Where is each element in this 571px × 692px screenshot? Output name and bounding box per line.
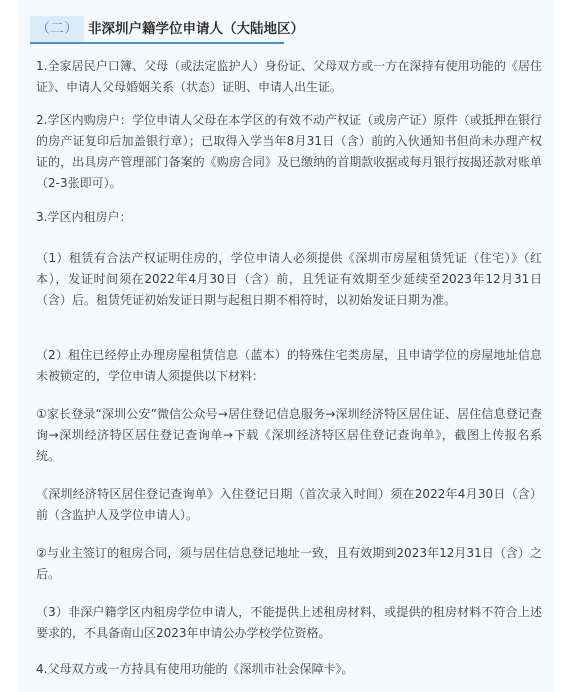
paragraph-ineligible-renters: （3）非深户籍学区内租房学位申请人，不能提供上述租房材料，或提供的租房材料不符合上述要求的，不具备南山区2023年申请公办学校学位资格。 xyxy=(36,605,542,640)
section-title: 非深圳户籍学位申请人（大陆地区） xyxy=(88,21,304,37)
paragraph-lease-contract: ②与业主签订的租房合同，须与居住信息登记地址一致，且有效期到2023年12月31日（含）之后。 xyxy=(36,546,542,581)
section-header xyxy=(30,16,304,44)
paragraph-household-documents: 1.全家居民户口簿、父母（或法定监护人）身份证、父母双方或一方在深持有使用功能的《居住证》、申请人父母婚姻关系（状态）证明、申请人出生证。 xyxy=(36,59,542,94)
section-number-tag: （二） xyxy=(30,16,84,42)
paragraph-social-security-card: 4.父母双方或一方持具有使用功能的《深圳市社会保障卡》。 xyxy=(36,662,354,676)
paragraph-rental-certificate: （1）租赁有合法产权证明住房的，学位申请人必须提供《深圳市房屋租赁凭证（住宅）》（红本），发证时间须在2022年4月30日（含）前，且凭证有效期至少延续至2023年12月31日（含）后。租赁凭证初始发证日期与起租日期不相符时，以初始发证日期为准。 xyxy=(36,251,542,307)
paragraph-renters-heading: 3.学区内租房户： xyxy=(36,210,132,224)
paragraph-registration-date: 《深圳经济特区居住登记查询单》入住登记日期（首次录入时间）须在2022年4月30日（含）前（含监护人及学位申请人）。 xyxy=(36,487,542,522)
paragraph-home-buyers: 2.学区内购房户：学位申请人父母在本学区的有效不动产权证（或房产证）原件（或抵押在银行的房产证复印后加盖银行章）；已取得入学当年8月31日（含）前的入伙通知书但尚未办理产权证的，出具房产管理部门备案的《购房合同》及已缴纳的首期款收据或每月银行按揭还款对账单（2-3张即可）。 xyxy=(36,113,542,190)
paragraph-police-wechat-steps: ①家长登录“深圳公安”微信公众号→居住登记信息服务→深圳经济特区居住证、居住信息登记查询→深圳经济特区居住登记查询单→下载《深圳经济特区居住登记查询单》，截图上传报名系统。 xyxy=(36,407,542,463)
paragraph-special-housing: （2）租住已经停止办理房屋租赁信息（蓝本）的特殊住宅类房屋，且申请学位的房屋地址信息未被锁定的，学位申请人须提供以下材料： xyxy=(36,348,542,383)
